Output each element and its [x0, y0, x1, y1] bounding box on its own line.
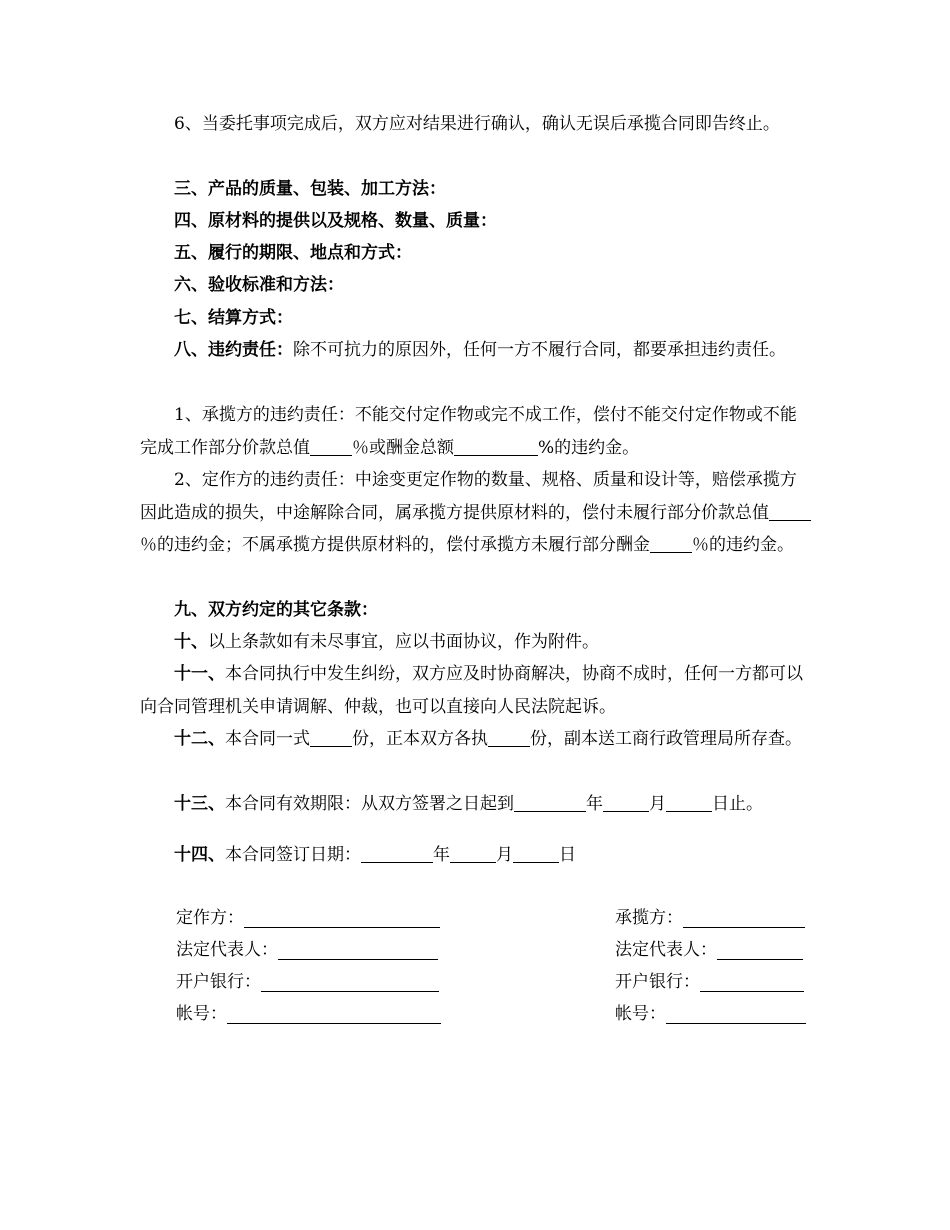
sig-label: 帐号：: [615, 1004, 666, 1024]
section-12-heading: 十二、: [174, 729, 225, 749]
section-10-body: 以上条款如有未尽事宜，应以书面协议，作为附件。: [208, 632, 599, 652]
blank-field[interactable]: [361, 844, 433, 863]
section-9-heading: 九、双方约定的其它条款：: [174, 600, 378, 620]
blank-field[interactable]: [488, 728, 530, 747]
section-3-heading: 三、产品的质量、包装、加工方法：: [174, 179, 446, 199]
signature-line[interactable]: [227, 1001, 441, 1024]
section-12-text-a: 本合同一式: [225, 729, 310, 749]
sig-label: 法定代表人：: [176, 940, 278, 960]
section-11-body: 本合同执行中发生纠纷，双方应及时协商解决，协商不成时，任何一方都可以向合同管理机关申请调解、仲裁，也可以直接向人民法院起诉。: [140, 664, 803, 717]
signature-line[interactable]: [278, 937, 438, 960]
sig-label: 帐号：: [176, 1004, 227, 1024]
section-13-day: 日止。: [712, 794, 763, 814]
section-14-month: 月: [496, 845, 513, 865]
signature-left-account: [176, 998, 441, 1030]
section-8: [140, 334, 812, 367]
breach-clause-1: [140, 399, 812, 464]
section-12-text-b: 份，正本双方各执: [352, 729, 488, 749]
signature-left-party: [176, 902, 440, 934]
blank-field[interactable]: [769, 502, 811, 521]
section-8-heading: 八、违约责任：: [174, 340, 293, 360]
section-13-month: 月: [649, 794, 666, 814]
signature-line[interactable]: [700, 969, 804, 992]
signature-left-rep: [176, 934, 438, 966]
signature-right-rep: [615, 934, 803, 966]
blank-field[interactable]: [514, 793, 586, 812]
blank-field[interactable]: [666, 793, 712, 812]
blank-field[interactable]: [603, 793, 649, 812]
section-11: [140, 658, 812, 723]
signature-right-party: [615, 902, 805, 934]
section-14-day: 日: [559, 845, 576, 865]
section-13: [140, 788, 812, 821]
signature-right-bank: [615, 966, 804, 998]
sig-label: 法定代表人：: [615, 940, 717, 960]
breach-2-text-a: 2、定作方的违约责任：中途变更定作物的数量、规格、质量和设计等，赔偿承揽方因此造成的损失，中途解除合同，属承揽方提供原材料的，偿付未履行部分价款总值: [140, 470, 797, 523]
section-12-text-c: 份，副本送工商行政管理局所存查。: [530, 729, 802, 749]
section-6-heading: 六、验收标准和方法：: [174, 275, 344, 295]
signature-line[interactable]: [244, 905, 440, 928]
signature-line[interactable]: [666, 1001, 806, 1024]
section-12: [140, 723, 812, 756]
breach-2-text-b: ％的违约金；不属承揽方提供原材料的，偿付承揽方未履行部分酬金: [140, 535, 650, 555]
blank-field[interactable]: [450, 844, 496, 863]
signature-line[interactable]: [683, 905, 805, 928]
section-10: [140, 626, 812, 659]
section-8-body: 除不可抗力的原因外，任何一方不履行合同，都要承担违约责任。: [293, 340, 786, 360]
section-13-text: 本合同有效期限：从双方签署之日起到: [225, 794, 514, 814]
section-14: [140, 839, 812, 872]
signature-line[interactable]: [717, 937, 803, 960]
clause-6: [140, 108, 812, 141]
blank-field[interactable]: [310, 437, 352, 456]
breach-1-text-b: ％或酬金总额: [352, 437, 454, 458]
section-13-year: 年: [586, 794, 603, 814]
section-10-heading: 十、: [174, 632, 208, 652]
sig-label: 定作方：: [176, 908, 244, 928]
sig-label: 开户银行：: [176, 972, 261, 992]
signature-right-account: [615, 998, 806, 1030]
breach-1-text-c: %的违约金。: [538, 437, 640, 458]
blank-field[interactable]: [310, 728, 352, 747]
clause-6-text: 6、当委托事项完成后，双方应对结果进行确认，确认无误后承揽合同即告终止。: [174, 114, 780, 134]
signature-left-bank: [176, 966, 439, 998]
blank-field[interactable]: [513, 844, 559, 863]
breach-2-text-c: ％的违约金。: [692, 535, 794, 555]
section-11-heading: 十一、: [174, 664, 225, 684]
sig-label: 承揽方：: [615, 908, 683, 928]
section-14-year: 年: [433, 845, 450, 865]
breach-clause-2: [140, 464, 812, 562]
sig-label: 开户银行：: [615, 972, 700, 992]
blank-field[interactable]: [650, 534, 692, 553]
blank-field[interactable]: [454, 437, 538, 456]
section-13-heading: 十三、: [174, 794, 225, 814]
section-4-heading: 四、原材料的提供以及规格、数量、质量：: [174, 211, 497, 231]
section-7-heading: 七、结算方式：: [174, 308, 293, 328]
section-14-text: 本合同签订日期：: [225, 845, 361, 865]
breach-1-text-a: 1、承揽方的违约责任：不能交付定作物或完不成工作，偿付不能交付定作物或不能完成工作部分价款总值: [140, 405, 797, 458]
signature-line[interactable]: [261, 969, 439, 992]
section-14-heading: 十四、: [174, 845, 225, 865]
section-5-heading: 五、履行的期限、地点和方式：: [174, 243, 412, 263]
